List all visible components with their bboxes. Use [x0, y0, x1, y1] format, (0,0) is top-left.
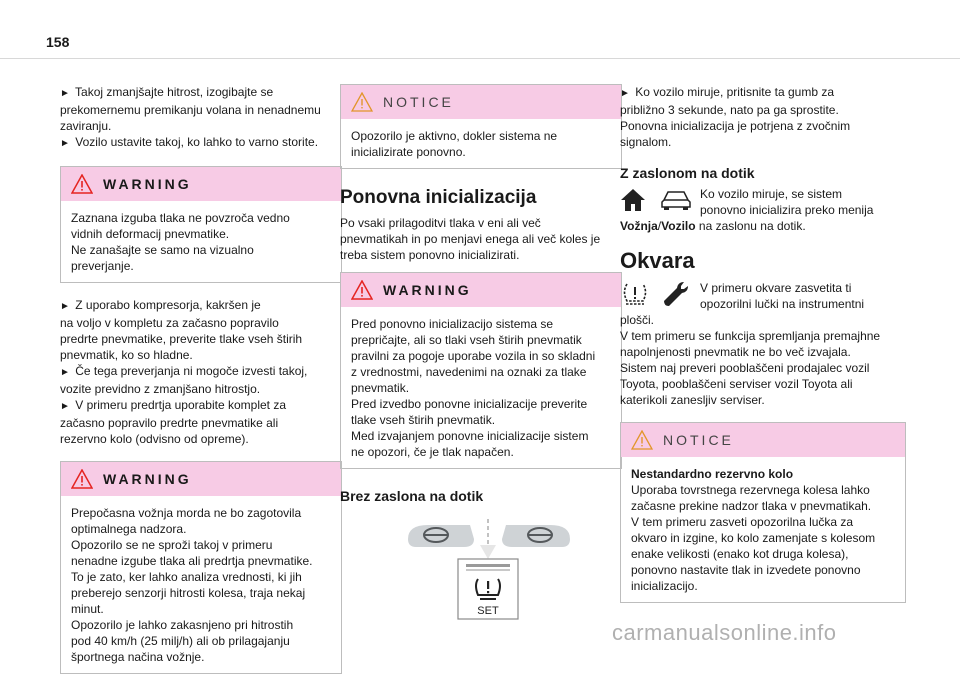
warning-header [61, 462, 341, 496]
tire-pressure-warning-icon [620, 280, 650, 306]
bullet-arrow-icon: ► [60, 138, 70, 149]
subheading-no-touchscreen: Brez zaslona na dotik [340, 488, 484, 504]
bullet-4: ► Če tega preverjanja ni mogoče izvesti takoj, vozite previdno z zmanjšano hitrostjo. [60, 364, 308, 396]
bullet-arrow-icon: ► [60, 301, 70, 312]
warning-box-1 [60, 166, 342, 283]
notice-body: Opozorilo je aktivno, dokler sistema ne inicializirate ponovno. [351, 129, 558, 159]
bullet-2: ► Vozilo ustavite takoj, ko lahko to varno storite. [60, 135, 319, 149]
bullet-5: ► V primeru predrtja uporabite komplet za začasno popravilo predrte pnevmatike ali rezervno kolo (odvisno od opreme). [60, 398, 287, 446]
intro-paragraph: Po vsaki prilagoditvi tlaka v eni ali več pnevmatikah in po menjavi enega ali več koles je treba sistem ponovno inicializirati. [340, 216, 601, 262]
notice-title: NOTICE [383, 94, 454, 110]
warning-title: WARNING [383, 282, 472, 298]
wrench-icon [662, 280, 690, 308]
touchscreen-icons [620, 186, 700, 216]
warning-triangle-icon [631, 430, 653, 450]
warning-header [61, 167, 341, 201]
notice-subheading: Nestandardno rezervno kolo [631, 467, 794, 481]
bullet-arrow-icon: ► [620, 88, 630, 99]
bullet-3: ► Z uporabo kompresorja, kakršen je na voljo v kompletu za začasno popravilo predrte pnevmatike, preverite tlake vseh štirih pnevmatik, ko so hladne. [60, 298, 303, 362]
column-2 [340, 84, 622, 629]
warning-triangle-icon [71, 469, 93, 489]
warning-box-3 [340, 272, 622, 469]
right-dashboard-icon [502, 525, 570, 547]
warning-title: WARNING [103, 471, 192, 487]
warning-title: WARNING [103, 176, 192, 192]
section-heading-fault: Okvara [620, 248, 695, 273]
warning-body: Pred ponovno inicializacijo sistema se prepričajte, ali so tlaki vseh štirih pnevmatik pravilni za pogoje uporabe vozila in so skladni z vrednostmi, navedenimi na oznaki za tlake pnevmatik. Pred izvedbo ponovne inicializacije preverite tlake vseh štirih pnevmatik. Med izvajanjem ponovne inicializacije sistem ne opozori, če je tlak napačen. [351, 317, 596, 459]
warning-triangle-icon [71, 174, 93, 194]
warning-header [341, 273, 621, 307]
warning-triangle-icon [351, 92, 373, 112]
set-label: SET [477, 605, 499, 617]
bullet-arrow-icon: ► [60, 367, 70, 378]
page-number: 158 [46, 34, 70, 50]
car-icon [660, 188, 692, 212]
column-3 [620, 84, 906, 603]
section-heading: Ponovna inicializacija [340, 187, 537, 208]
notice-body: Nestandardno rezervno kolo Uporaba tovrstnega rezervnega kolesa lahko začasne prekine nadzor tlaka v pnevmatikah. V tem primeru zasveti opozorilna lučka za okvaro in izgine, ko kolo zamenjate s kolesom enake velikosti (enako kot druga kolesa), ponovno nastavite tlak in izvedete ponovno inicializacijo. [621, 457, 905, 602]
column-1 [60, 84, 342, 674]
fault-icons [620, 280, 700, 310]
bullet-arrow-icon: ► [60, 401, 70, 412]
notice-box-1 [340, 84, 622, 169]
watermark: carmanualsonline.info [612, 620, 837, 645]
touchscreen-paragraph: Ko vozilo miruje, se sistem ponovno inicializira preko menija Vožnja/Vozilo na zaslonu na dotik. [620, 187, 874, 233]
warning-body: Prepočasna vožnja morda ne bo zagotovila optimalnega nadzora. Opozorilo se ne sproži takoj v primeru nenadne izgube tlaka ali predrtja pnevmatike. To je zato, ker lahko analiza vrednosti, ki jih preberejo senzorji hitrosti kolesa, traja nekaj minut. Opozorilo je lahko zakasnjeno pri hitrostih pod 40 km/h (25 milj/h) ali ob prilagajanju športnega načina vožnje. [71, 506, 313, 664]
home-icon [620, 188, 646, 212]
notice-title: NOTICE [663, 432, 734, 448]
fault-paragraph: V primeru okvare zasvetita ti opozorilni lučki na instrumentni plošči. V tem primeru se funkcija spremljanja premajhne napolnjenosti pnevmatik ne bo več izvajala. Sistem naj preveri pooblaščeni prodajalec vozil Toyota, pooblaščeni serviser vozil Toyota ali katerikoli zanesljiv serviser. [620, 281, 881, 407]
notice-header [341, 85, 621, 119]
bullet-press-button: ► Ko vozilo miruje, pritisnite ta gumb za približno 3 sekunde, nato pa ga sprostite. Ponovna inicializacija je potrjena z zvočnim signalom. [620, 85, 851, 149]
dashboard-illustration [388, 515, 588, 625]
warning-box-2 [60, 461, 342, 674]
notice-box-2 [620, 422, 906, 603]
notice-header [621, 423, 905, 457]
bullet-1: ► Takoj zmanjšajte hitrost, izogibajte se prekomernemu premikanju volana in nenadnemu zaviranju. [60, 85, 321, 133]
top-rule [0, 58, 960, 59]
subheading-touchscreen: Z zaslonom na dotik [620, 165, 755, 181]
bullet-arrow-icon: ► [60, 88, 70, 99]
left-dashboard-icon [408, 525, 474, 547]
warning-triangle-icon [351, 280, 373, 300]
set-button [458, 559, 518, 619]
warning-body: Zaznana izguba tlaka ne povzroča vedno vidnih deformacij pnevmatike. Ne zanašajte se samo na vizualno preverjanje. [71, 211, 290, 273]
